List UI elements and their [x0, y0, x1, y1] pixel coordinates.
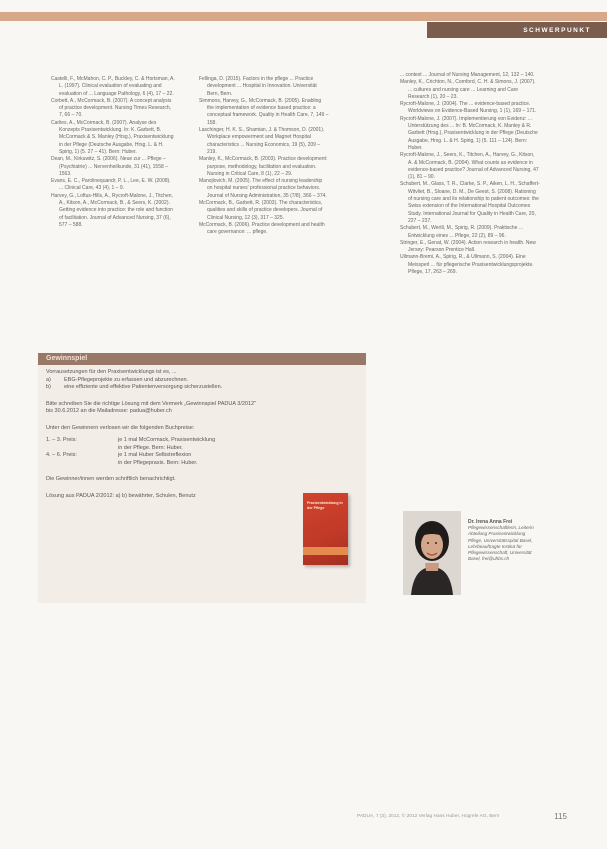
reference-entry: ... context ... Journal of Nursing Management, 12, 132 – 140. [400, 72, 535, 78]
quiz-instruction: Bitte schreiben Sie die richtige Lösung mit dem Vermerk „Gewinnspiel PADUA 3/2012" [46, 400, 257, 407]
reference-entry: Schubert, M., Wertli, M., Spirig, R. (2009). Praktische ... Entwicklung eines ... Pflege, 22 (2), 89 – 96. [400, 225, 524, 239]
reference-entry: McCormack, B., Garbett, R. (2003). The characteristics, qualities and skills of practice developers. Journal of Clinical Nursing, 12 (3), 317 – 325. [199, 200, 323, 221]
prize-label: 4. – 6. Preis: [46, 452, 77, 458]
reference-entry: Fellinga, D. (2015). Factors in the pflege ... Practice development ... Hospital in Innovation. Universität Bern, Bern. [199, 76, 317, 97]
reference-entry: Stringer, E., Genat, W. (2004). Action research in health. New Jersey: Pearson Prentice Hall. [400, 239, 536, 254]
prize-entry [46, 437, 358, 445]
quiz-question: Vorrausetzungen für den Praxisentwicklungs ist es, ... [46, 369, 177, 375]
author-caption [468, 519, 538, 562]
reference-entry: Laschinger, H. K. S., Shamian, J. & Thomson, D. (2001). Workplace empowerment and Magnet Hospital characteristics ... Nursing Economics, 19 (5), 209 – 219. [199, 127, 325, 155]
references-column-2 [199, 76, 329, 237]
reference-entry: Schubert, M., Glass, T. R., Clarke, S. P., Aiken, L. H., Schaffert-Witvliet, B., Sloane, D. M., De Geest, S. (2008). Rationing of nursing care and its relationship to patient outcomes: the Swiss extension of the International Hospital Outcomes Study. International Journal for Quality in Health Care, 20, 227 – 237. [400, 181, 540, 224]
book-cover-image [303, 493, 348, 565]
quiz-option [46, 384, 358, 392]
reference-entry: Harvey, G., Loftus-Hills, A., Rycroft-Malone, J., Titchen, A., Kitson, A., McCormack, B., & Seers, K. (2002). Getting evidence into practice: the role and function of facilitation. Journal of Advanced Nursing, 37 (6), 577 – 588. [51, 192, 173, 228]
prize-text: je 1 mal McCormack, Praxisentwicklung [118, 437, 216, 443]
prize-text: in der Pflegepraxis. Bern: Huber. [118, 459, 198, 466]
references-column-1 [51, 76, 175, 229]
author-name: Dr. Irena Anna Frei [468, 519, 513, 525]
book-title: Praxisentwicklung in der Pflege [307, 501, 343, 510]
reference-entry: Rycroft-Malone, J., Seers, K., Titchen, A., Harvey, G., Kitson, A. & McCormack, B. (2004). What counts as evidence in evidence-based practice? Journal of Advanced Nursing, 47 (1), 81 – 90. [400, 152, 539, 181]
journal-citation: PADUA, 7 (3), 2012, © 2012 Verlag Hans Huber, Hogrefe AG, Bern [357, 814, 500, 819]
prize-intro: Unter den Gewinnern verlosen wir die folgenden Buchpreise: [46, 424, 195, 431]
reference-entry: Dean, M., Kirkuwitz, S. (2006). Neue zur ... Pflege – (Psychiatrie) ... Nervenheilkunde, 31 (41), 1558 – 1563. [51, 156, 168, 177]
prize-entry-cont [46, 445, 358, 453]
quiz-option-text: eine effiziente und effektive Patientenversorgung sicherzustellen. [64, 384, 223, 390]
author-bio: Pflegewissenschaftlerin, Leiterin Abteilung Praxisentwicklung Pflege, Universitätsspital Basel, Lehrbeauftragte Institut für Pflegewissenschaft, Universität Basel, frei@uhbs.ch [468, 525, 534, 562]
prize-entry [46, 452, 358, 460]
previous-answer: Lösung aus PADUA 2/2012: a) b) bewährter, Schulen, Benutz [46, 492, 196, 499]
reference-entry: Rycroft-Malone, J. (2007). Implementierung von Evidenz: ... Unterstützung des ... In: B. McCormack, K. Manley & R. Garbett (Hrsg.), Praxisentwicklung in der Pflege (Deutsche Ausgabe, Hrsg. L. & H. Spirig, 1) (5. 111 – 124). Bern: Huber. [400, 115, 538, 151]
quiz-option-text: EBG-Pflegeprojekte zu erfassen und abzurechnen. [64, 376, 189, 383]
quiz-option [46, 377, 358, 385]
reference-entry: Manley, K., McCormack, B. (2003). Practice development: purpose, methodology, facilitation and evaluation. Nursing in Critical Care, 8 (1), 22 – 29. [199, 156, 328, 177]
quiz-box [38, 353, 366, 603]
reference-entry: Corbett, A., McCormack, B. (2007). A concept analysis of practice development. Nursing Times Research, 7, 66 – 70. [51, 97, 172, 119]
reference-entry: Carlies, A., McCormack, B. (2007). Analyse des Konzepts Praxisentwicklung. In: K. Garbett, B. McCormack & S. Manley (Hrsg.), Praxisentwicklung in der Pflege (Deutsche Ausgabe, Hrsg. L. & H. Spirig, 1) (5. 27 – 41). Bern: Huber. [51, 119, 174, 155]
prize-text: in der Pflege. Bern: Huber. [118, 444, 183, 451]
reference-entry: Manley, K., Crichton, N., Cornford, C. H. & Simons, J. (2007). ... cultures and nursing care ... Learning and Care Research (1), 20 – 23. [400, 79, 536, 100]
page-number: 115 [554, 812, 567, 821]
prize-entry-cont [46, 460, 358, 468]
reference-entry: Castelli, F., McMahon, C. P., Buckley, C. & Hortsman, A. L. (1997). Clinical evaluation of evaluating and evaluation of ... Language Pathology, 6 (4), 17 – 22. [51, 76, 175, 97]
winners-note: Die Gewinner/innen werden schriftlich benachrichtigt. [46, 476, 176, 482]
quiz-instruction: bis 30.6.2012 an die Mailadresse: padua@huber.ch [46, 408, 172, 414]
reference-entry: Simmons, Harvey, G., McCormack, B. (2005). Enabling the implementation of evidence based practice: a conceptual framework. Quality in Health Care, 7, 149 – 158. [199, 97, 329, 126]
quiz-option-letter: b) [46, 384, 51, 390]
prize-text: je 1 mal Huber Selbstreflexion [118, 452, 192, 458]
quiz-option-letter: a) [46, 376, 51, 383]
reference-entry: Ullmann-Bremi, A., Spirig, R., & Ullmann, S. (2004). Eine Meissperl ... für pflegerische Praxisentwicklungsprojekte. Pflege, 17, 263 – 269. [400, 254, 534, 276]
section-tag: SCHWERPUNKT [427, 22, 607, 38]
header-bar [0, 12, 607, 21]
author-portrait [403, 511, 461, 595]
portrait-photo [403, 511, 461, 595]
reference-entry: Rycroft-Malone, J. (2004). The ... evidence-based practice. Worldviews on Evidence-Based Nursing, 1 (1), 169 – 171. [400, 101, 537, 115]
references-column-3 [400, 72, 540, 276]
quiz-header: Gewinnspiel [38, 353, 366, 365]
reference-entry: Evans, E. C., Parolinequandr, P. L., Lee, E. W. (2008). ... Clinical Care, 43 (4), 1 – 9. [51, 178, 171, 192]
reference-entry: Manojlovich, M. (2005). The effect of nursing leadership on hospital nurses' professional practice behaviors. Journal of Nursing Administration, 35 (7/8), 366 – 374. [199, 178, 327, 199]
reference-entry: McCormack, B. (2006). Practice development and health care governance: ... pflege. [199, 221, 325, 236]
page-footer [357, 812, 567, 821]
prize-label: 1. – 3. Preis: [46, 437, 77, 443]
